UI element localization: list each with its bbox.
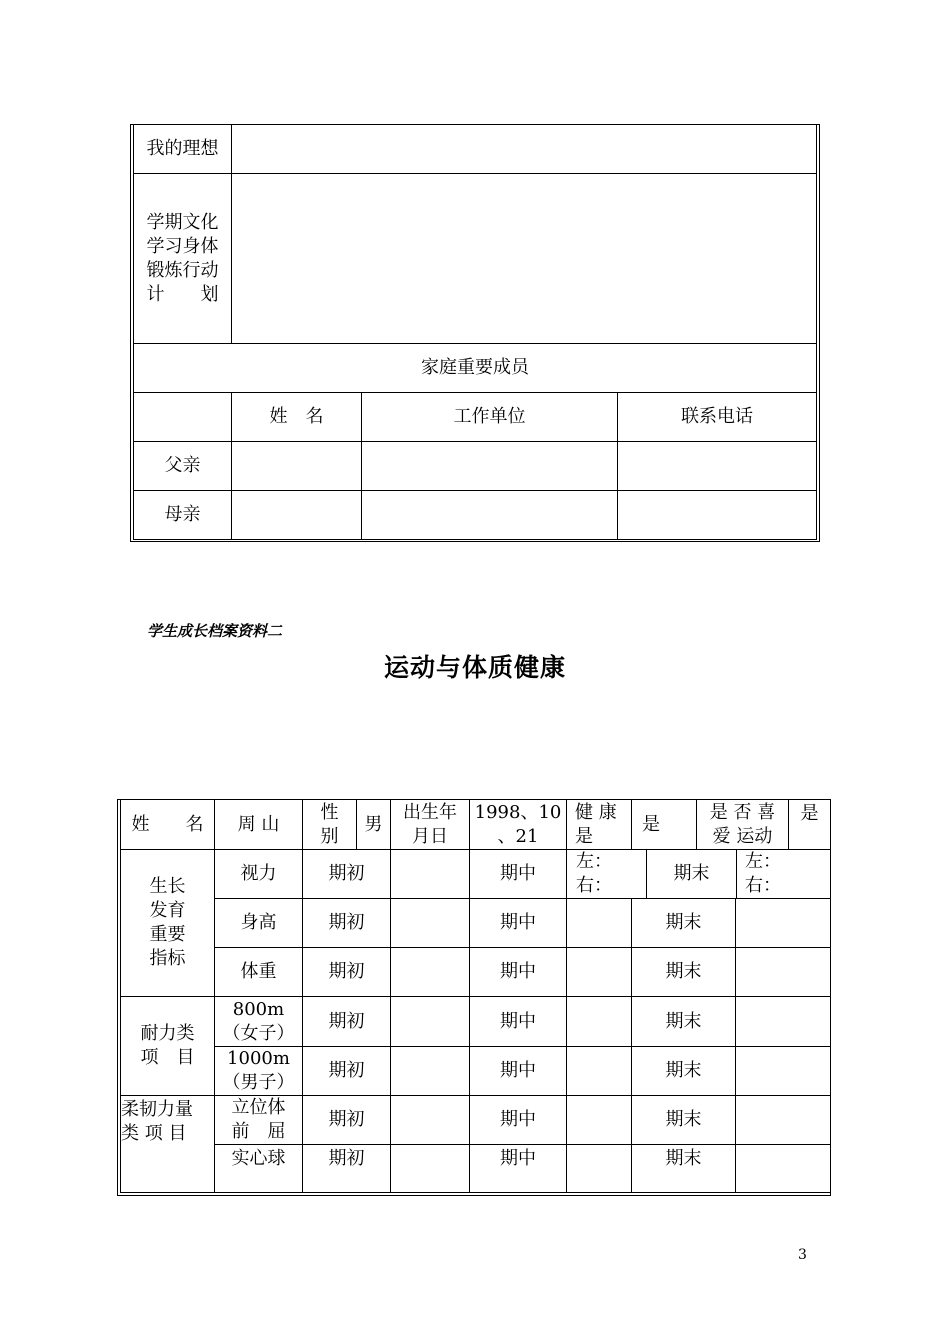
vision-label: 视力 bbox=[240, 863, 277, 884]
flex-group-label: 柔韧力量 类 项 目 bbox=[121, 1099, 193, 1144]
family-header: 家庭重要成员 bbox=[421, 357, 529, 378]
col-phone-header: 联系电话 bbox=[681, 406, 753, 427]
sport-label: 是 否 喜 爱 运动 bbox=[709, 801, 776, 847]
sit-reach-end: 期末 bbox=[665, 1109, 702, 1130]
sit-reach-label: 立位体 前 屈 bbox=[231, 1097, 286, 1142]
section-title: 运动与体质健康 bbox=[383, 653, 566, 682]
page-number: 3 bbox=[798, 1247, 807, 1263]
vision-early: 期初 bbox=[328, 863, 365, 884]
plan-label: 学期文化 学习身体 锻炼行动 计 划 bbox=[146, 211, 219, 305]
my-ideal-label: 我的理想 bbox=[146, 137, 219, 159]
run800-end: 期末 bbox=[665, 1010, 702, 1032]
ball-mid: 期中 bbox=[500, 1148, 536, 1169]
my-ideal-value bbox=[232, 174, 816, 343]
run800-early: 期初 bbox=[328, 1010, 365, 1032]
gender-label: 性 别 bbox=[320, 801, 339, 847]
ball-label: 实心球 bbox=[231, 1148, 286, 1169]
birth-value: 1998、10 、21 bbox=[474, 801, 562, 847]
ball-end: 期末 bbox=[665, 1148, 702, 1169]
father-label: 父亲 bbox=[164, 455, 201, 476]
height-label: 身高 bbox=[240, 912, 277, 933]
weight-label: 体重 bbox=[240, 961, 277, 982]
run1000-end: 期末 bbox=[665, 1060, 702, 1081]
run1000-label: 1000m （男子） bbox=[222, 1048, 295, 1093]
height-mid: 期中 bbox=[500, 912, 536, 933]
birth-label: 出生年 月日 bbox=[403, 801, 457, 847]
health-label: 健 康 是 bbox=[575, 801, 617, 847]
vision-end: 期末 bbox=[673, 863, 710, 884]
vision-mid: 期中 bbox=[500, 863, 536, 884]
sport-value: 是 bbox=[800, 803, 819, 824]
run1000-early: 期初 bbox=[328, 1060, 365, 1081]
height-early: 期初 bbox=[328, 912, 365, 933]
health-value: 是 bbox=[642, 813, 660, 835]
growth-group-label: 生长 发育 重要 指标 bbox=[149, 876, 186, 969]
mother-label: 母亲 bbox=[164, 504, 201, 525]
name-value: 周 山 bbox=[237, 813, 280, 835]
vision-mid-left-right: 左： 右： bbox=[576, 851, 612, 896]
name-label: 姓 名 bbox=[131, 813, 204, 835]
run800-label: 800m （女子） bbox=[222, 998, 295, 1044]
col-work-header: 工作单位 bbox=[453, 406, 526, 427]
weight-end: 期末 bbox=[665, 961, 702, 982]
sit-reach-early: 期初 bbox=[328, 1109, 365, 1130]
gender-value: 男 bbox=[364, 813, 383, 835]
col-name-header: 姓 名 bbox=[269, 406, 324, 427]
endurance-group-label: 耐力类 项 目 bbox=[140, 1023, 195, 1068]
run800-mid: 期中 bbox=[500, 1010, 536, 1032]
weight-early: 期初 bbox=[328, 961, 365, 982]
height-end: 期末 bbox=[665, 912, 702, 933]
run1000-mid: 期中 bbox=[500, 1060, 536, 1081]
weight-mid: 期中 bbox=[500, 961, 536, 982]
ball-early: 期初 bbox=[328, 1148, 365, 1169]
section-subtitle: 学生成长档案资料二 bbox=[147, 622, 283, 640]
sit-reach-mid: 期中 bbox=[500, 1109, 536, 1130]
vision-end-left-right: 左： 右： bbox=[745, 851, 781, 896]
